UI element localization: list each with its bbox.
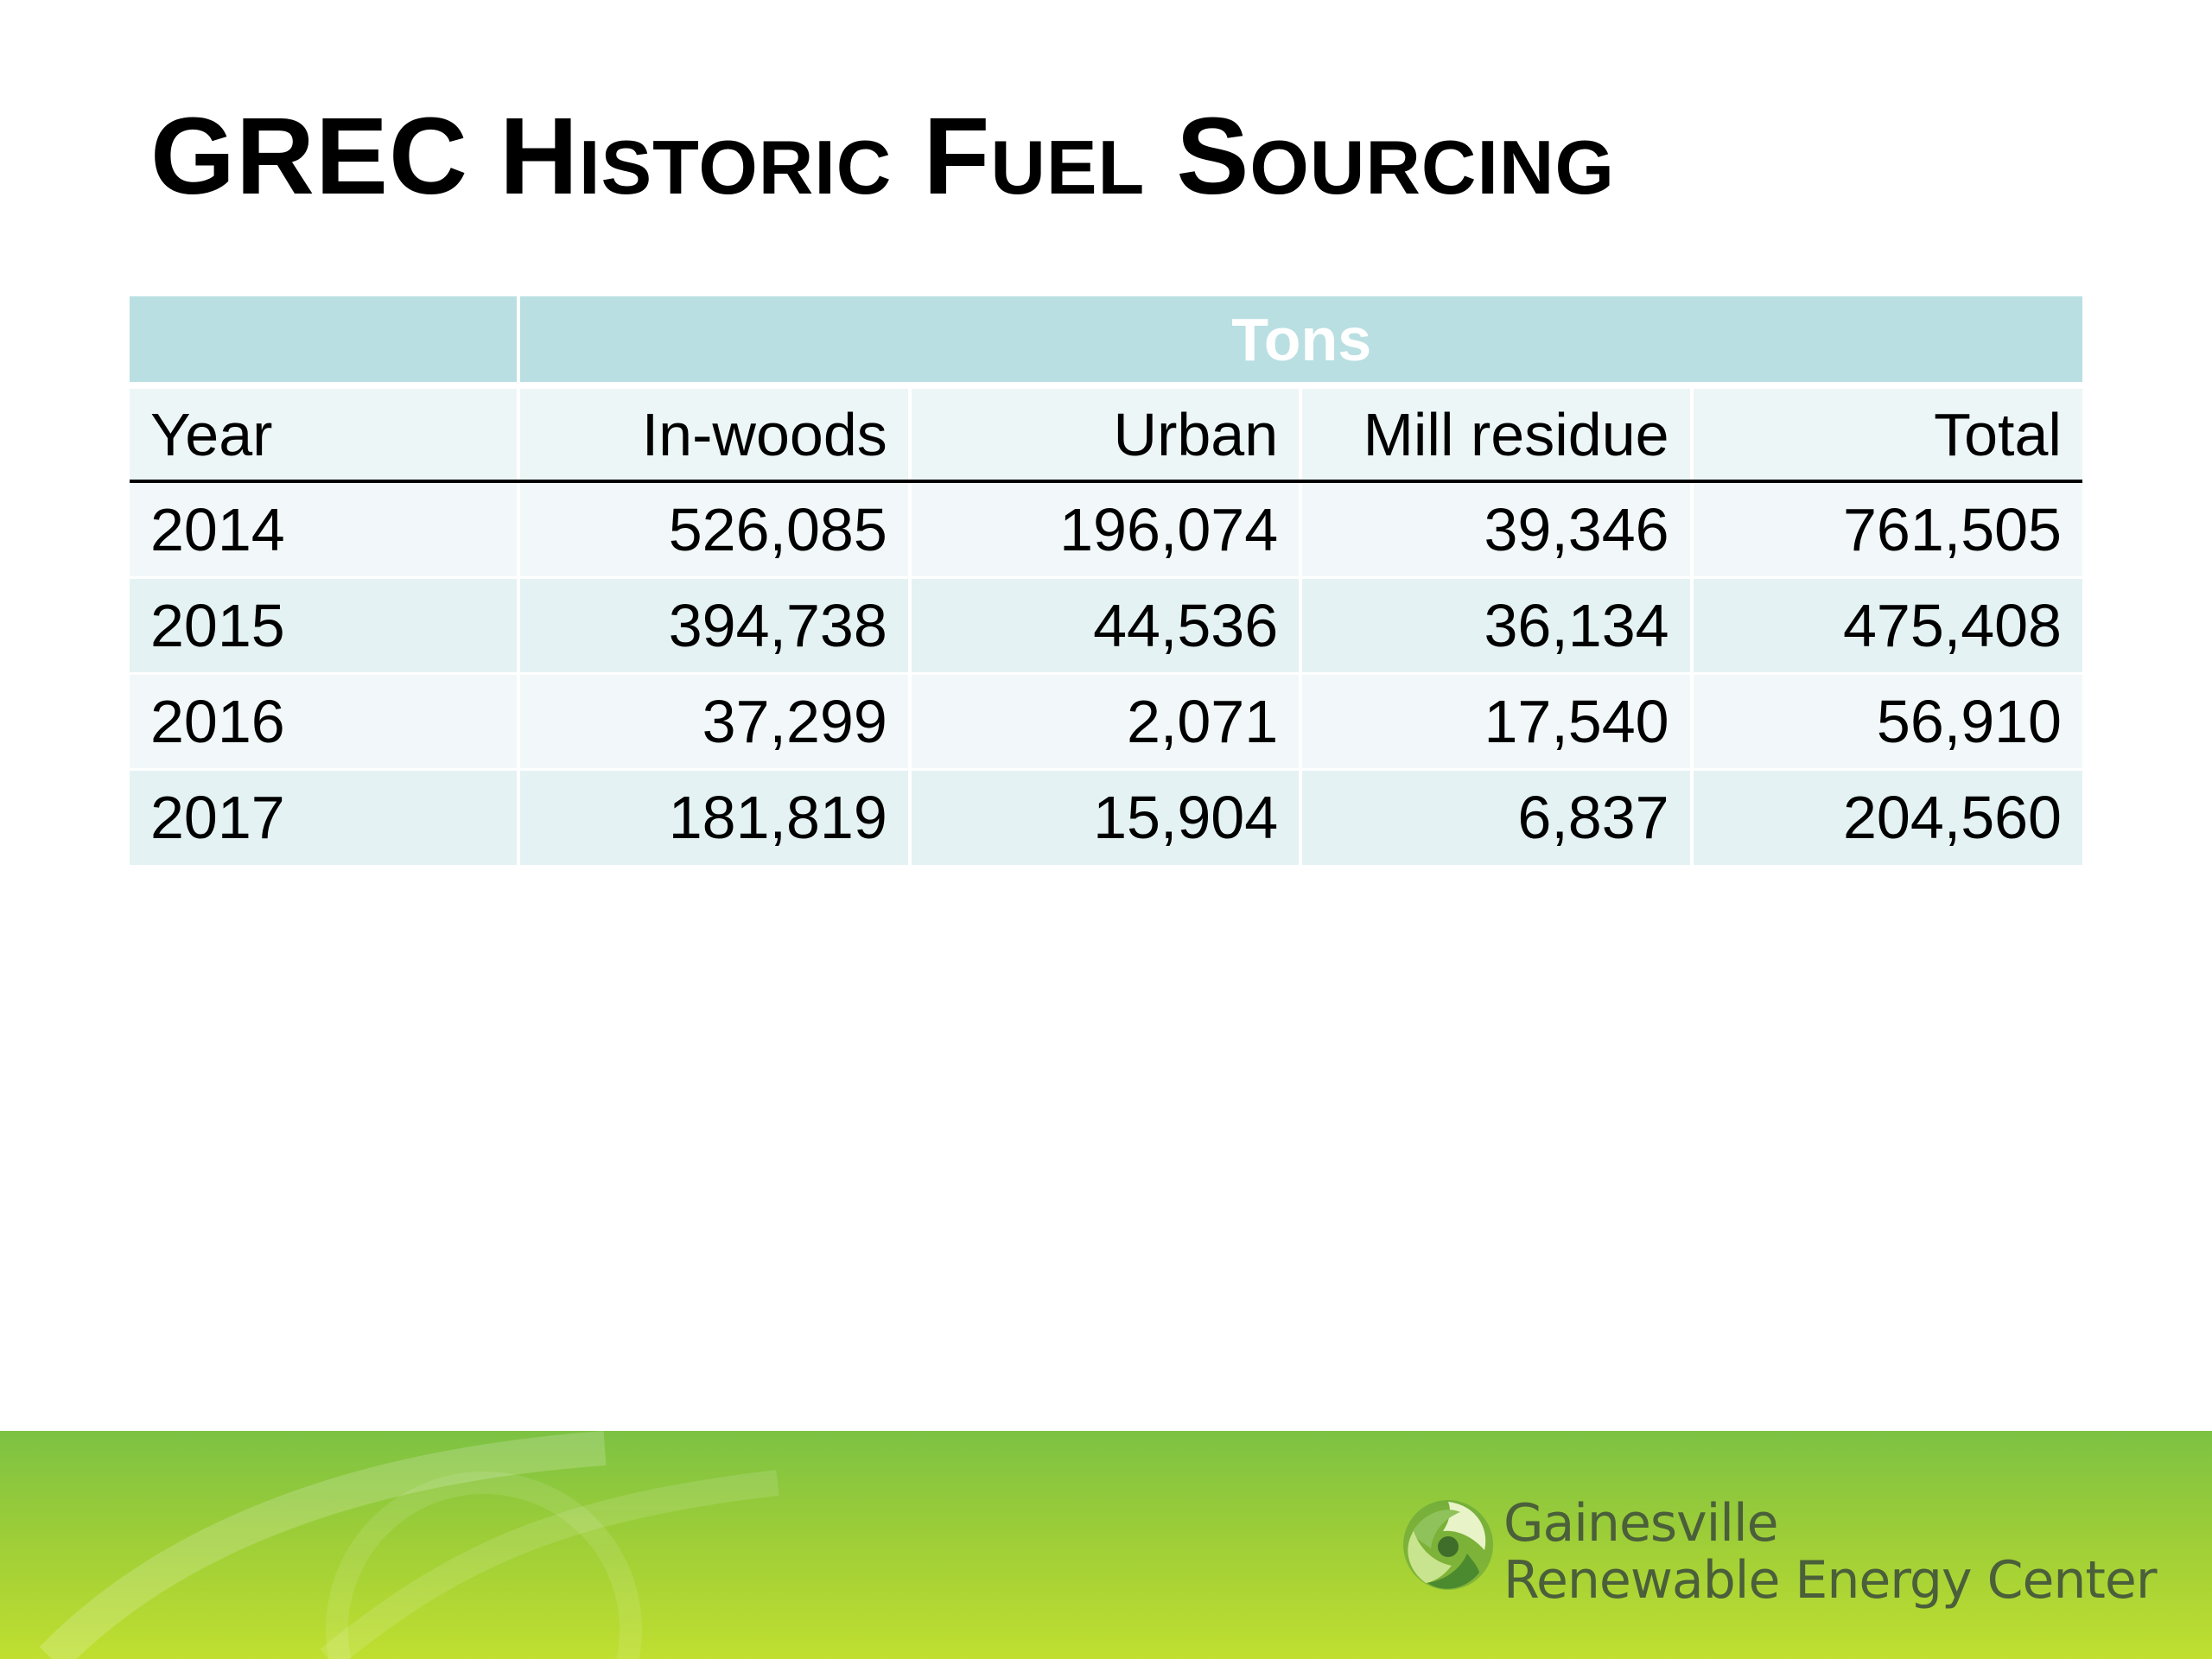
cell-mill-residue: 39,346 [1300, 481, 1691, 577]
slide-title: GREC Historic Fuel Sourcing [150, 95, 1615, 217]
column-header-mill-residue: Mill residue [1300, 385, 1691, 481]
cell-mill-residue: 36,134 [1300, 577, 1691, 673]
table-row [130, 577, 2082, 673]
cell-urban: 2,071 [910, 673, 1300, 769]
table-row [130, 769, 2082, 865]
cell-in-woods: 181,819 [518, 769, 909, 865]
column-header-year: Year [130, 385, 518, 481]
fuel-sourcing-table [130, 296, 2082, 865]
grec-logo-text [1503, 1495, 2157, 1609]
footer-band [0, 1431, 2212, 1659]
cell-in-woods: 526,085 [518, 481, 909, 577]
footer-swoosh-decoration [0, 1431, 864, 1659]
table-row [130, 481, 2082, 577]
logo-line-renewable-energy-center: Renewable Energy Center [1503, 1550, 2157, 1611]
table-column-header-row [130, 385, 2082, 481]
cell-total: 204,560 [1692, 769, 2082, 865]
cell-year: 2014 [130, 481, 518, 577]
cell-urban: 44,536 [910, 577, 1300, 673]
cell-total: 56,910 [1692, 673, 2082, 769]
grec-leaf-logo-icon [1400, 1493, 1497, 1597]
cell-mill-residue: 6,837 [1300, 769, 1691, 865]
cell-in-woods: 37,299 [518, 673, 909, 769]
column-header-urban: Urban [910, 385, 1300, 481]
logo-line-gainesville: Gainesville [1503, 1493, 1778, 1554]
cell-year: 2015 [130, 577, 518, 673]
cell-mill-residue: 17,540 [1300, 673, 1691, 769]
cell-total: 475,408 [1692, 577, 2082, 673]
cell-year: 2016 [130, 673, 518, 769]
column-header-in-woods: In-woods [518, 385, 909, 481]
column-header-total: Total [1692, 385, 2082, 481]
table-header-spacer [130, 296, 518, 385]
table-group-header-row [130, 296, 2082, 385]
table-row [130, 673, 2082, 769]
tons-group-header: Tons [518, 296, 2082, 385]
cell-in-woods: 394,738 [518, 577, 909, 673]
cell-year: 2017 [130, 769, 518, 865]
cell-total: 761,505 [1692, 481, 2082, 577]
cell-urban: 15,904 [910, 769, 1300, 865]
cell-urban: 196,074 [910, 481, 1300, 577]
